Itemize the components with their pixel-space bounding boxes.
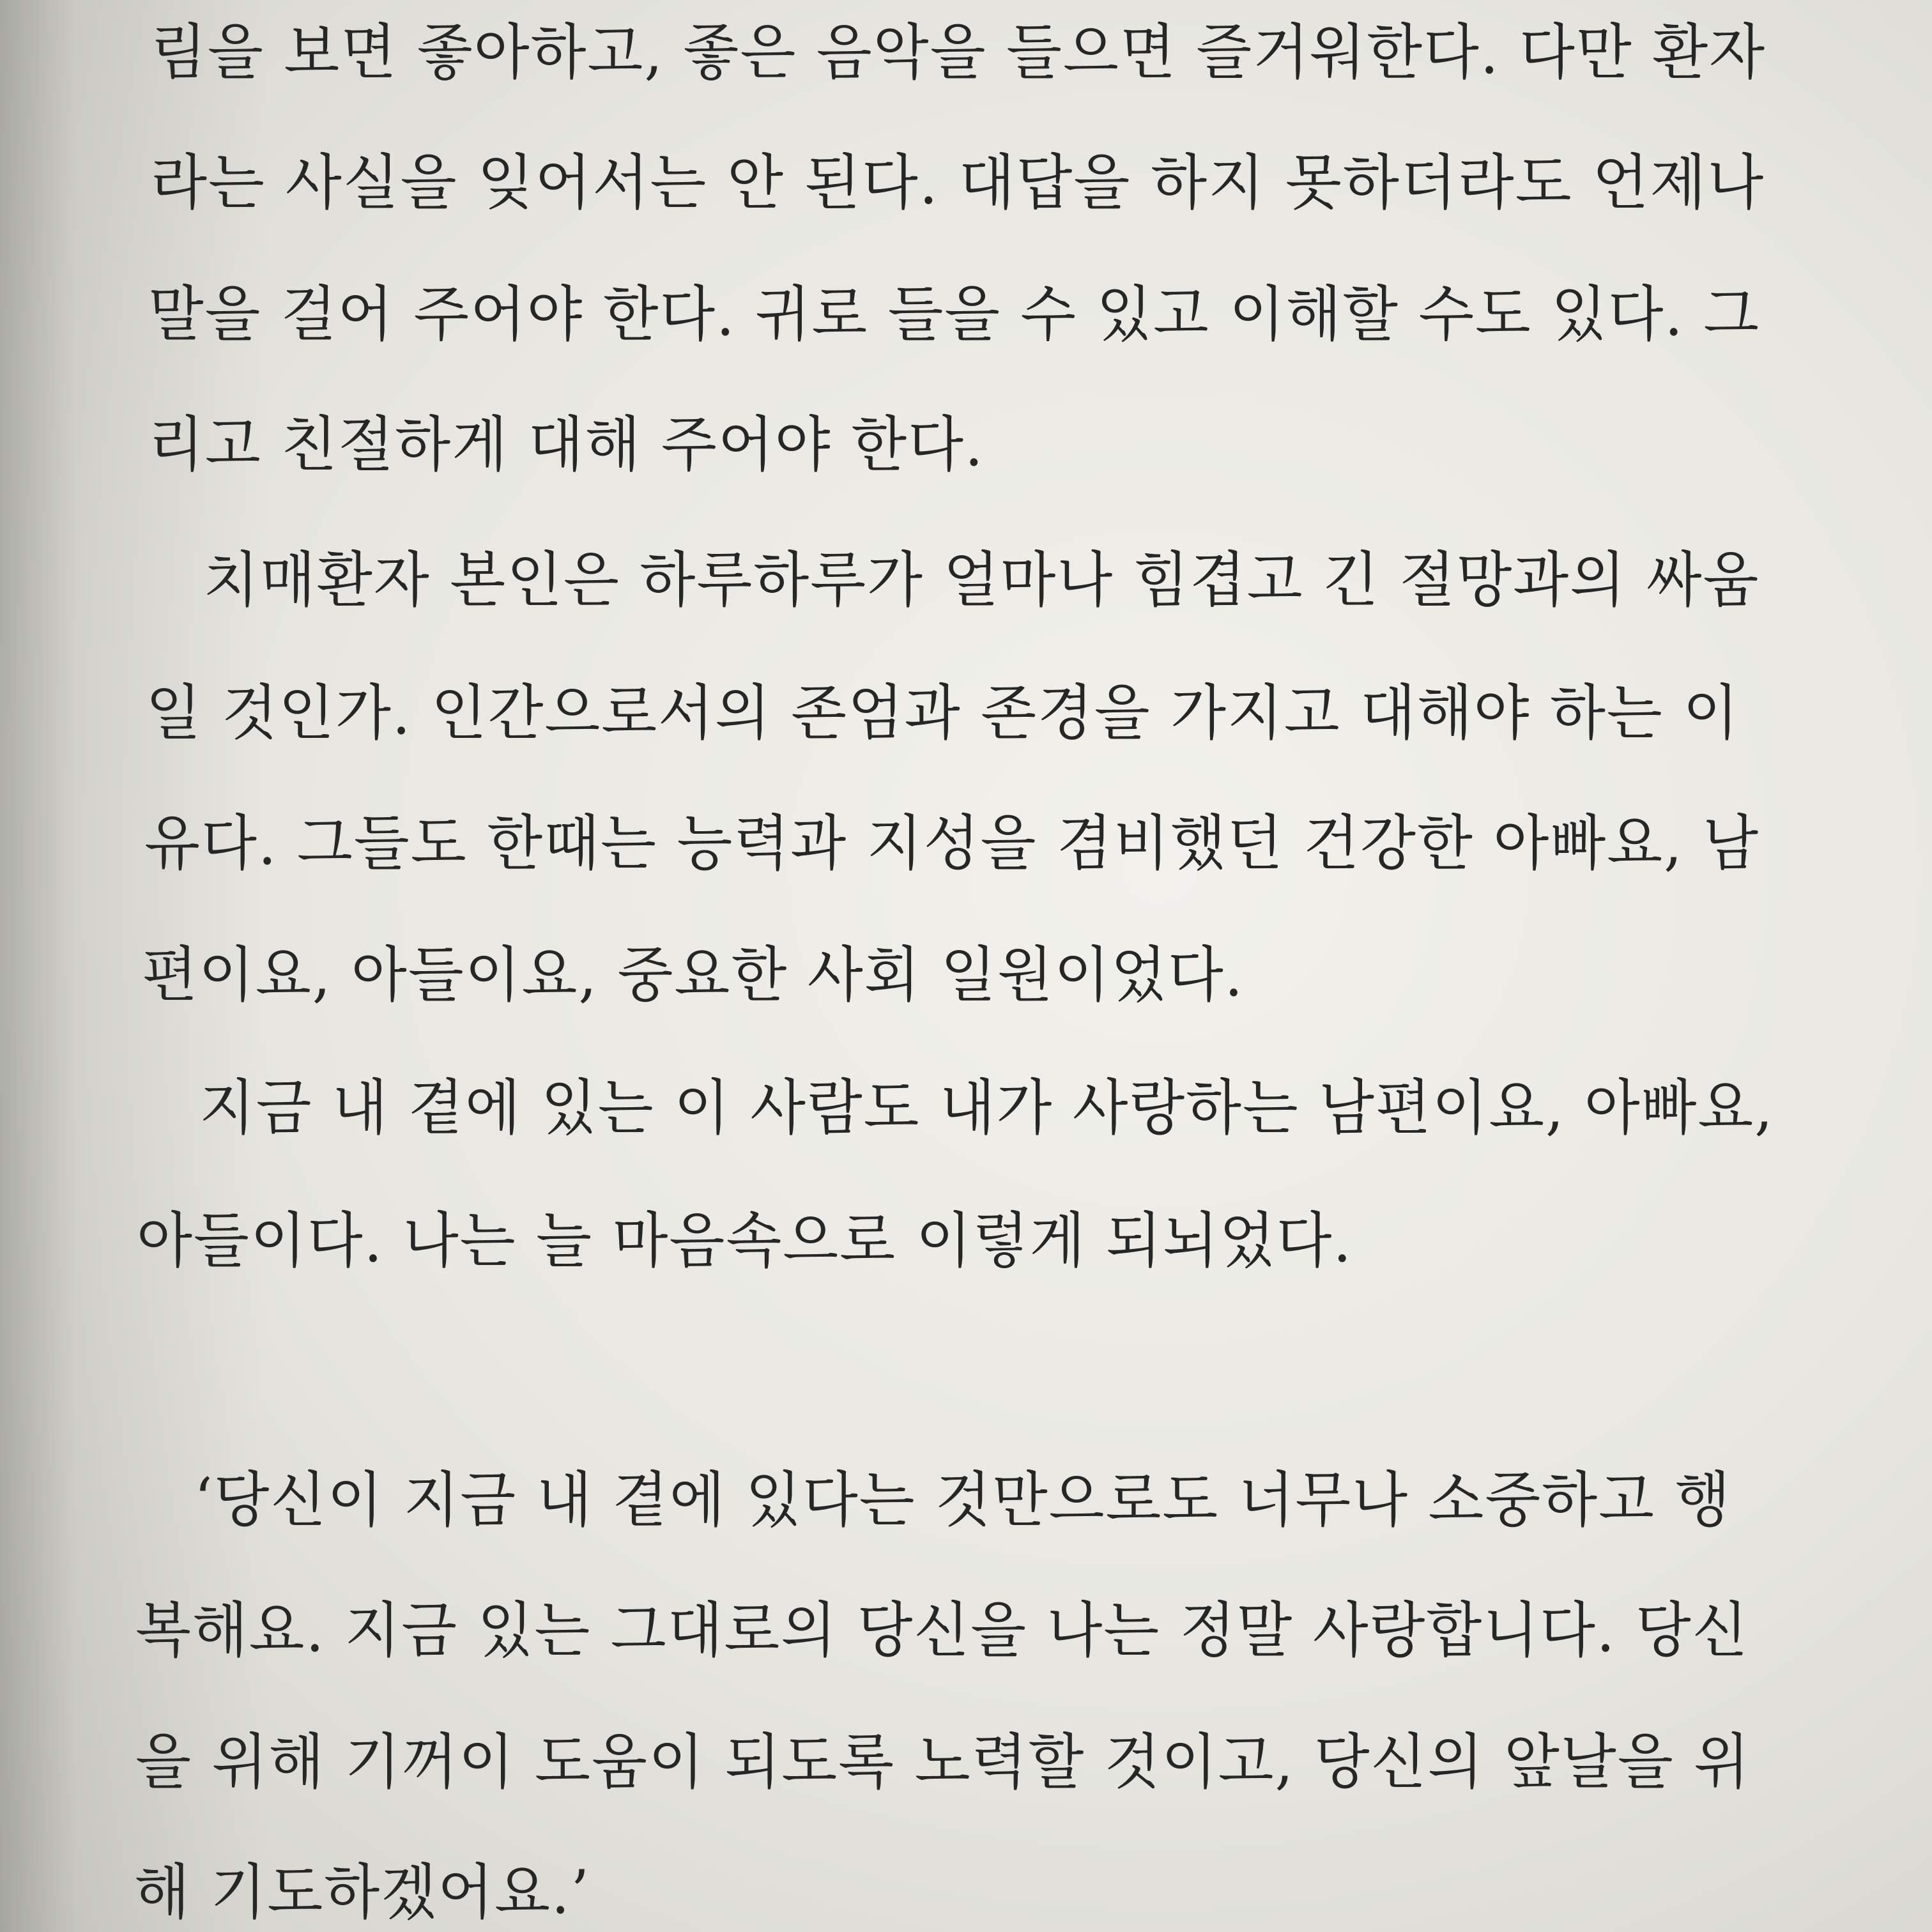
text-line: 지금 내 곁에 있는 이 사람도 내가 사랑하는 남편이요, 아빠요, (199, 1073, 1774, 1143)
text-line: 해 기도하겠어요.’ (134, 1858, 590, 1928)
text-line: 림을 보면 좋아하고, 좋은 음악을 들으면 즐거워한다. 다만 환자 (151, 18, 1767, 88)
text-line: 아들이다. 나는 늘 마음속으로 이렇게 되뇌었다. (137, 1206, 1353, 1276)
text-line: 치매환자 본인은 하루하루가 얼마나 힘겹고 긴 절망과의 싸움 (203, 546, 1760, 615)
text-line: 유다. 그들도 한때는 능력과 지성을 겸비했던 건강한 아빠요, 남 (144, 809, 1760, 878)
text-line: 말을 걸어 주어야 한다. 귀로 들을 수 있고 이해할 수도 있다. 그 (148, 280, 1760, 349)
text-line: 편이요, 아들이요, 중요한 사회 일원이었다. (142, 940, 1245, 1010)
text-line: 일 것인가. 인간으로서의 존엄과 존경을 가지고 대해야 하는 이 (146, 678, 1740, 748)
text-line: 리고 친절하게 대해 주어야 한다. (148, 410, 985, 480)
text-line: 복해요. 지금 있는 그대로의 당신을 나는 정말 사랑합니다. 당신 (135, 1596, 1749, 1666)
text-line: 을 위해 기꺼이 도움이 되도록 노력할 것이고, 당신의 앞날을 위 (135, 1728, 1751, 1797)
text-line: 라는 사실을 잊어서는 안 된다. 대답을 하지 못하더라도 언제나 (151, 148, 1765, 218)
text-line: ‘당신이 지금 내 곁에 있다는 것만으로도 너무나 소중하고 행 (194, 1466, 1732, 1535)
